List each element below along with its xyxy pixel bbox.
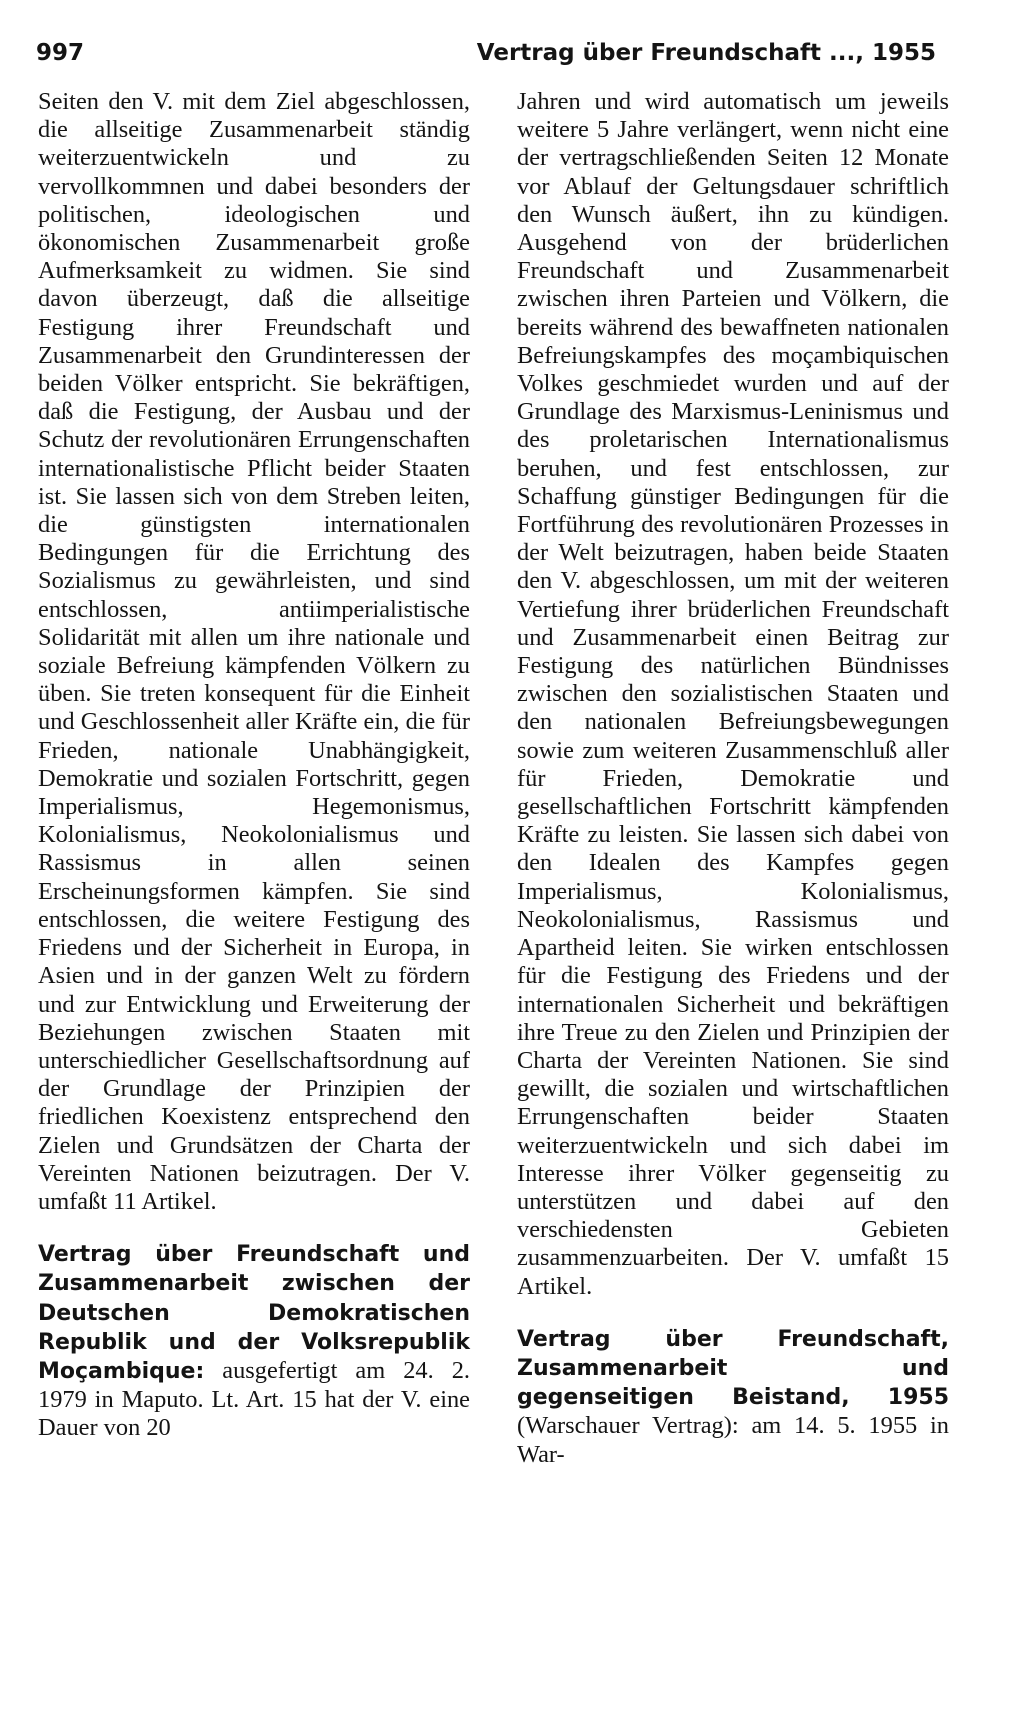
entry-warsaw-treaty	[517, 1325, 949, 1469]
entry-title: Vertrag über Freundschaft und Zusammenarbeit zwischen der Deutschen Demokratischen Republik und der Volksrepublik Moçambique:	[38, 1242, 470, 1384]
running-head: Vertrag über Freundschaft ..., 1955	[476, 40, 936, 66]
right-column	[517, 88, 949, 1469]
continued-entry-text: Seiten den V. mit dem Ziel abgeschlossen, die allseitige Zusammenarbeit ständig weiterzuentwickeln und zu vervollkommnen und dabei besonders der politischen, ideologischen und ökonomischen Zusammenarbeit große Aufmerksamkeit zu widmen. Sie sind davon überzeugt, daß die allseitige Festigung ihrer Freundschaft und Zusammenarbeit den Grundinteressen der beiden Völker entspricht. Sie bekräftigen, daß die Festigung, der Ausbau und der Schutz der revolutionären Errungenschaften internationalistische Pflicht beider Staaten ist. Sie lassen sich von dem Streben leiten, die günstigsten internationalen Bedingungen für die Errichtung des Sozialismus zu gewährleisten, und sind entschlossen, antiimperialistische Solidarität mit allen um ihre nationale und soziale Befreiung kämpfenden Völkern zu üben. Sie treten konsequent für die Einheit und Geschlossenheit aller Kräfte ein, die für Frieden, nationale Unabhängigkeit, Demokratie und sozialen Fortschritt, gegen Imperialismus, Hegemonismus, Kolonialismus, Neokolonialismus und Rassismus in allen seinen Erscheinungsformen kämpfen. Sie sind entschlossen, die weitere Festigung des Friedens und der Sicherheit in Europa, in Asien und in der ganzen Welt zu fördern und zur Entwicklung und Erweiterung der Beziehungen zwischen Staaten mit unterschiedlicher Gesellschaftsordnung auf der Grundlage der Prinzipien der friedlichen Koexistenz entsprechend den Zielen und Grundsätzen der Charta der Vereinten Nationen beizutragen. Der V. umfaßt 11 Artikel.	[38, 88, 470, 1215]
entry-text: (Warschauer Vertrag): am 14. 5. 1955 in War-	[517, 1412, 949, 1468]
page-header	[36, 36, 936, 70]
entry-text-continued: Jahren und wird automatisch um jeweils weitere 5 Jahre verlängert, wenn nicht eine der vertragschließenden Seiten 12 Monate vor Ablauf der Geltungsdauer schriftlich den Wunsch äußert, ihn zu kündigen. Ausgehend von der brüderlichen Freundschaft und Zusammenarbeit zwischen ihren Parteien und Völkern, die bereits während des bewaffneten nationalen Befreiungskampfes des moçambiquischen Volkes geschmiedet wurden und auf der Grundlage des Marxismus-Leninismus und des proletarischen Internationalismus beruhen, und fest entschlossen, zur Schaffung günstiger Bedingungen für die Fortführung des revolutionären Prozesses in der Welt beizutragen, haben beide Staaten den V. abgeschlossen, um mit der weiteren Vertiefung ihrer brüderlichen Freundschaft und Zusammenarbeit einen Beitrag zur Festigung des natürlichen Bündnisses zwischen den sozialistischen Staaten und den nationalen Befreiungsbewegungen sowie zum weiteren Zusammenschluß aller für Frieden, Demokratie und gesellschaftlichen Fortschritt kämpfenden Kräfte zu leisten. Sie lassen sich dabei von den Idealen des Kampfes gegen Imperialismus, Kolonialismus, Neokolonialismus, Rassismus und Apartheid leiten. Sie wirken entschlossen für die Festigung des Friedens und der internationalen Sicherheit und bekräftigen ihre Treue zu den Zielen und Prinzipien der Charta der Vereinten Nationen. Sie sind gewillt, die sozialen und wirtschaftlichen Errungenschaften beider Staaten weiterzuentwickeln und sich dabei im Interesse ihrer Völker gegenseitig zu unterstützen und dabei auf den verschiedensten Gebieten zusammenzuarbeiten. Der V. umfaßt 15 Artikel.	[517, 88, 949, 1300]
page-number: 997	[36, 40, 85, 66]
entry-title: Vertrag über Freundschaft, Zusammenarbeit und gegenseitigen Beistand, 1955	[517, 1326, 949, 1411]
entry-treaty-ddr-mozambique	[38, 1240, 470, 1442]
left-column	[38, 88, 470, 1443]
entry-text-start: ausgefertigt am 24. 2. 1979 in Maputo. Lt. Art. 15 hat der V. eine Dauer von 20	[38, 1356, 470, 1442]
